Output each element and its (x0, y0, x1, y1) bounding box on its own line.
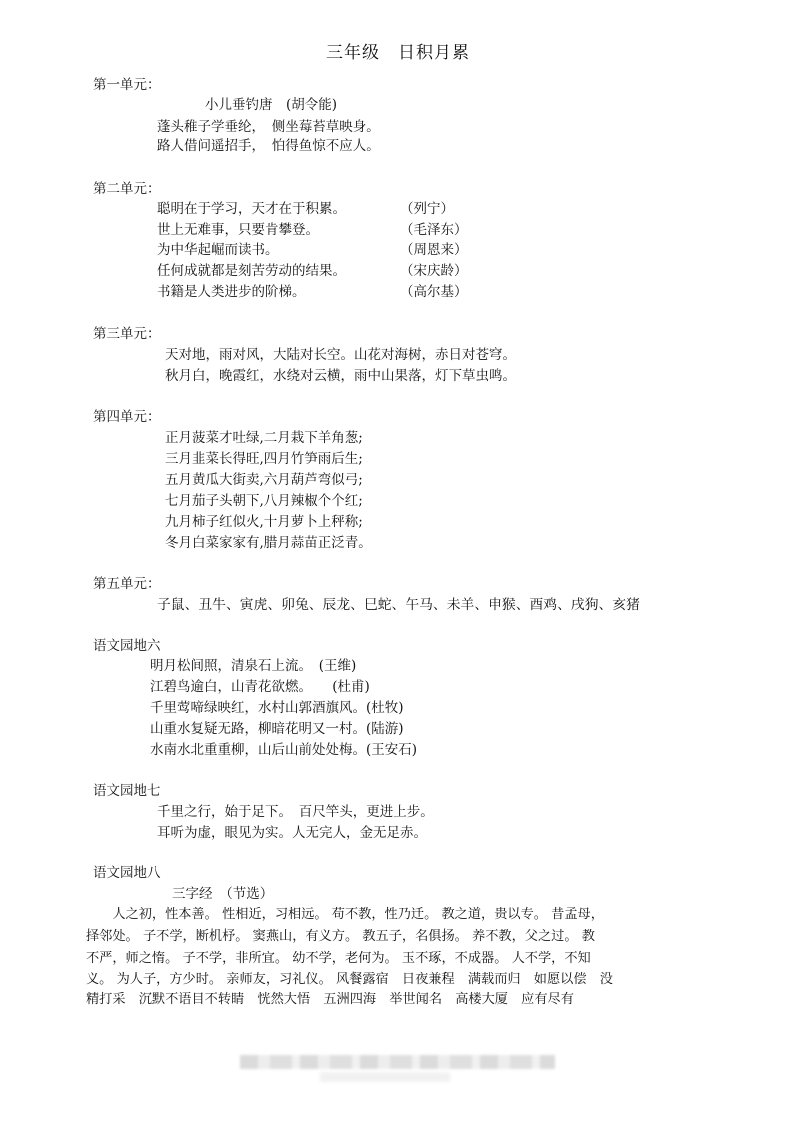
garden-7-heading: 语文园地七 (93, 783, 161, 799)
couplet-line: 秋月白，晚霞红，水绕对云横，雨中山果落，灯下草虫鸣。 (165, 368, 516, 384)
quote-author: （宋庆龄） (400, 263, 468, 279)
classic-title: 三字经 （节选） (172, 886, 274, 902)
quote-author: （高尔基） (400, 284, 468, 300)
verse-line: 明月松间照，清泉石上流。 (王维) (150, 658, 357, 674)
verse-line: 山重水复疑无路，柳暗花明又一村。(陆游) (150, 721, 404, 737)
garden-8-heading: 语文园地八 (93, 865, 161, 881)
quote-author: （周恩来） (400, 242, 468, 258)
unit-1-heading: 第一单元： (93, 77, 161, 93)
quote-text: 聪明在于学习，天才在于积累。 (157, 201, 346, 217)
rhyme-line: 九月柿子红似火,十月萝卜上秤称; (165, 514, 363, 530)
quote-text: 书籍是人类进步的阶梯。 (157, 284, 306, 300)
couplet-line: 天对地，雨对风，大陆对长空。山花对海树，赤日对苍穹。 (165, 347, 516, 363)
blurred-footer-watermark-2 (320, 1072, 450, 1082)
verse-line: 千里莺啼绿映红，水村山郭酒旗风。(杜牧) (150, 700, 404, 716)
quote-text: 任何成就都是刻苦劳动的结果。 (157, 263, 346, 279)
classic-line: 精打采 沉默不语目不转睛 恍然大悟 五洲四海 举世闻名 高楼大厦 应有尽有 (86, 992, 574, 1007)
poem-line: 路人借问遥招手， 怕得鱼惊不应人。 (157, 138, 380, 154)
garden-6-heading: 语文园地六 (93, 638, 161, 654)
verse-line: 水南水北重重柳，山后山前处处梅。(王安石) (150, 742, 418, 758)
unit-3-heading: 第三单元： (93, 326, 161, 342)
zodiac-line: 子鼠、丑牛、寅虎、卯兔、辰龙、巳蛇、午马、未羊、申猴、酉鸡、戌狗、亥猪 (157, 597, 640, 613)
page-title: 三年级 日积月累 (326, 43, 470, 63)
quote-author: （列宁） (400, 201, 454, 217)
blurred-footer-watermark (240, 1055, 555, 1069)
rhyme-line: 七月茄子头朝下,八月辣椒个个红; (165, 493, 363, 509)
quote-text: 为中华起崛而读书。 (157, 242, 279, 258)
poem-title: 小儿垂钓唐 (胡令能) (205, 97, 338, 113)
rhyme-line: 冬月白菜家家有,腊月蒜苗正泛青。 (165, 535, 372, 551)
poem-line: 蓬头稚子学垂纶， 侧坐莓苔草映身。 (157, 119, 380, 135)
rhyme-line: 五月黄瓜大街卖,六月葫芦弯似弓; (165, 472, 363, 488)
unit-5-heading: 第五单元： (93, 576, 161, 592)
unit-2-heading: 第二单元： (93, 181, 161, 197)
quote-text: 世上无难事，只要肯攀登。 (157, 222, 319, 238)
verse-line: 江碧鸟逾白，山青花欲燃。 (杜甫) (150, 679, 370, 695)
classic-line: 人之初，性本善。 性相近，习相远。 苟不教，性乃迁。 教之道，贵以专。 昔孟母， (86, 907, 604, 922)
unit-4-heading: 第四单元： (93, 409, 161, 425)
proverb-line: 耳听为虚，眼见为实。人无完人，金无足赤。 (157, 825, 427, 841)
classic-line: 义。 为人子，方少时。 亲师友，习礼仪。 风餐露宿 日夜兼程 满载而归 如愿以偿 没 (86, 972, 613, 987)
classic-line: 择邻处。 子不学，断机杼。 窦燕山，有义方。 教五子，名俱扬。 养不教，父之过。 教 (86, 929, 595, 944)
quote-author: （毛泽东） (400, 222, 468, 238)
rhyme-line: 正月菠菜才吐绿,二月栽下羊角葱; (165, 430, 363, 446)
rhyme-line: 三月韭菜长得旺,四月竹笋雨后生; (165, 451, 363, 467)
classic-line: 不严，师之惰。 子不学，非所宜。 幼不学，老何为。 玉不琢，不成器。 人不学，不知 (86, 951, 591, 966)
proverb-line: 千里之行，始于足下。 百尺竿头，更进上步。 (157, 804, 434, 820)
